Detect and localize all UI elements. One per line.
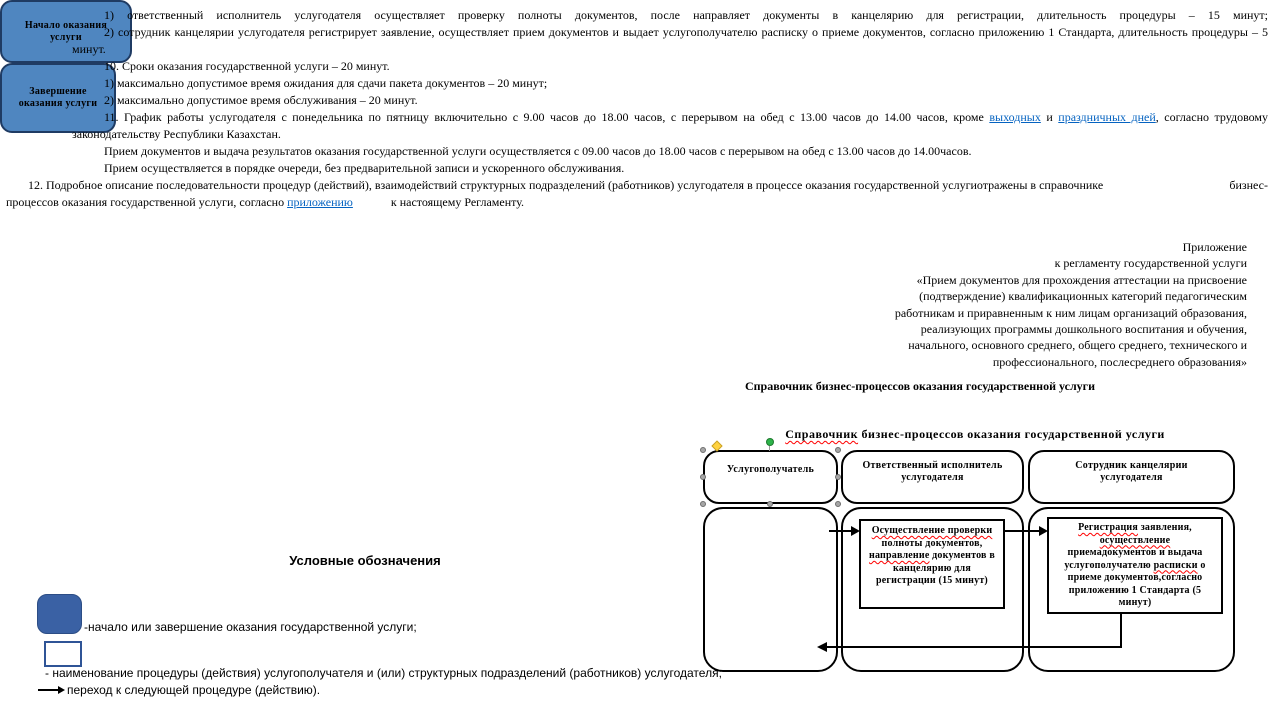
legend-arrow-line bbox=[38, 689, 58, 691]
process-box-register-application[interactable] bbox=[1047, 517, 1223, 614]
misspelled-word: направление bbox=[869, 550, 930, 561]
end-node[interactable] bbox=[0, 63, 116, 133]
rotation-handle-stem bbox=[769, 446, 770, 451]
body-text: к настоящему Регламенту. bbox=[390, 195, 525, 209]
misspelled-word: расписки bbox=[1153, 559, 1198, 571]
column-header-clerk[interactable] bbox=[1028, 450, 1235, 504]
legend-arrow-label: переход к следующей процедуре (действию). bbox=[67, 683, 321, 697]
arrowhead-left-icon bbox=[817, 642, 827, 652]
body-text: процессов оказания государственной услуги, согласно bbox=[6, 195, 288, 209]
body-line-11 bbox=[28, 178, 1268, 192]
diagram-title-rest: бизнес-процессов оказания государственной услуги bbox=[858, 427, 1165, 441]
body-text: и bbox=[1040, 110, 1059, 124]
body-line-4: 10. Сроки оказания государственной услуги – 20 минут. bbox=[104, 59, 390, 73]
body-text: 12. Подробное описание последовательности процедур (действий), взаимодействий структурных подразделений (работников) услугодателя в процессе оказания государственной услугиотражены в справочнике bbox=[28, 178, 1104, 192]
appendix-line: работникам и приравненным к ним лицам организаций образования, bbox=[894, 305, 1247, 320]
body-line-5: 1) максимально допустимое время ожидания для сдачи пакета документов – 20 минут; bbox=[104, 76, 548, 90]
arrowhead-right-icon bbox=[1039, 526, 1048, 536]
appendix-line: «Прием документов для прохождения аттестации на присвоение bbox=[916, 272, 1247, 287]
resize-handle-bottom-left[interactable] bbox=[700, 501, 706, 507]
body-line-8: законодательству Республики Казахстан. bbox=[72, 127, 281, 141]
appendix-line: (подтверждение) квалификационных категорий педагогическим bbox=[919, 289, 1247, 304]
body-line-7 bbox=[104, 110, 1268, 124]
column-header-label: Сотрудник канцелярии услугодателя bbox=[1075, 460, 1188, 483]
legend-start-end-shape[interactable] bbox=[37, 594, 82, 634]
connector-to-end-node[interactable] bbox=[827, 646, 1122, 648]
diagram-title bbox=[710, 427, 1240, 441]
appendix-line: профессионального, послесреднего образования» bbox=[992, 354, 1247, 369]
arrowhead-right-icon bbox=[851, 526, 860, 536]
body-line-9: Прием документов и выдача результатов оказания государственной услуги осуществляется с 09.00 часов до 18.00 часов с перерывом на обед с 13.00 часов до 14.00часов. bbox=[104, 144, 972, 158]
diagram-title-word: Справочник bbox=[785, 427, 859, 441]
legend-start-end-label: -начало или завершение оказания государственной услуги; bbox=[84, 620, 417, 634]
legend-process-shape[interactable] bbox=[44, 641, 82, 667]
section-title: Справочник бизнес-процессов оказания государственной услуги bbox=[744, 379, 1096, 393]
body-line-10: Прием осуществляется в порядке очереди, без предварительной записи и ускоренного обслуживания. bbox=[104, 161, 625, 175]
appendix-block bbox=[895, 239, 1247, 370]
body-line-6: 2) максимально допустимое время обслуживания – 20 минут. bbox=[104, 93, 418, 107]
column-header-executor[interactable] bbox=[841, 450, 1024, 504]
body-text: бизнес- bbox=[1229, 178, 1268, 192]
legend-process-label: - наименование процедуры (действия) услугополучателя и (или) структурных подразделений (работников) услугодателя; bbox=[45, 666, 722, 680]
resize-handle-mid-left[interactable] bbox=[700, 474, 706, 480]
resize-handle-mid-right[interactable] bbox=[835, 474, 841, 480]
appendix-line: Приложение bbox=[1182, 240, 1247, 254]
body-text: , согласно трудовому bbox=[1155, 110, 1269, 124]
resize-handle-bottom-right[interactable] bbox=[835, 501, 841, 507]
process-text-part: заявления, bbox=[1138, 522, 1192, 533]
resize-handle-top-right[interactable] bbox=[835, 447, 841, 453]
misspelled-word: Регистрация bbox=[1078, 522, 1138, 533]
misspelled-word: осуществление bbox=[1099, 534, 1171, 546]
column-header-label: Ответственный исполнитель услугодателя bbox=[862, 460, 1003, 483]
process-text-part: полноты документов, bbox=[881, 537, 983, 549]
link-appendix[interactable]: приложению bbox=[287, 195, 353, 209]
legend-heading: Условные обозначения bbox=[289, 553, 441, 568]
process-text-part: документов в канцелярию для регистрации (15 минут) bbox=[876, 550, 995, 586]
resize-handle-bottom-mid[interactable] bbox=[767, 501, 773, 507]
process-box-check-documents[interactable] bbox=[859, 519, 1005, 609]
resize-handle-top-left[interactable] bbox=[700, 447, 706, 453]
column-header-recipient[interactable] bbox=[703, 450, 838, 504]
body-text: 11. График работы услугодателя с понедельника по пятницу включительно с 9.00 часов до 18.00 часов, с перерывом на обед с 13.00 часов до 14.00 часов, кроме bbox=[104, 110, 990, 124]
process-text-part: о приеме документов,согласно приложению 1 Стандарта (5 минут) bbox=[1067, 559, 1206, 608]
body-line-1: 1) ответственный исполнитель услугодателя осуществляет проверку полноты документов, после направляет документы в канцелярию для регистрации, длительность процедуры – 15 минут; bbox=[104, 8, 1268, 22]
appendix-line: к регламенту государственной услуги bbox=[1054, 256, 1247, 271]
process-text bbox=[1054, 522, 1216, 610]
body-line-12 bbox=[6, 195, 1268, 209]
body-line-3: минут. bbox=[72, 42, 106, 56]
process-text bbox=[867, 525, 997, 588]
column-header-label: Услугополучатель bbox=[726, 464, 815, 475]
misspelled-word: Осуществление проверки bbox=[871, 525, 993, 536]
rotation-handle-icon[interactable] bbox=[766, 438, 774, 446]
link-holidays[interactable]: праздничных дней bbox=[1058, 110, 1156, 124]
appendix-line: начального, основного среднего, общего среднего, технического и bbox=[908, 338, 1247, 353]
process-text-part: приемадокументов и выдача услугополучателю bbox=[1064, 547, 1203, 571]
connector-start-to-process1[interactable] bbox=[829, 530, 851, 532]
body-line-2: 2) сотрудник канцелярии услугодателя регистрирует заявление, осуществляет прием документов и выдает услугополучателю расписку о приеме документов, согласно приложению 1 Стандарта, длительность процедуры – 5 bbox=[104, 25, 1268, 39]
connector-process2-down[interactable] bbox=[1120, 613, 1122, 647]
start-node-label: Начало оказания услуги bbox=[24, 19, 108, 43]
end-node-label: Завершение оказания услуги bbox=[18, 86, 98, 109]
legend-arrowhead-icon bbox=[58, 686, 65, 694]
appendix-line: реализующих программы дошкольного воспитания и обучения, bbox=[920, 322, 1247, 337]
link-weekends[interactable]: выходных bbox=[989, 110, 1041, 124]
connector-process1-to-process2[interactable] bbox=[1005, 530, 1039, 532]
